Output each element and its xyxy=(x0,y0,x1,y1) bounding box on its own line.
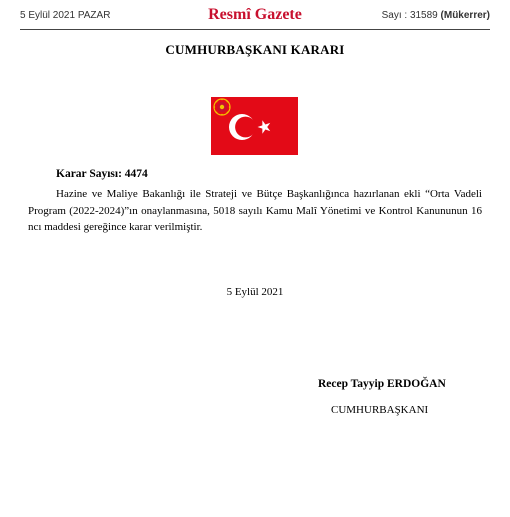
decision-number: Karar Sayısı: 4474 xyxy=(56,168,148,180)
signer-name: Recep Tayyip ERDOĞAN xyxy=(318,378,446,390)
decision-date: 5 Eylül 2021 xyxy=(226,286,284,298)
issue-prefix: Sayı : 31589 xyxy=(381,10,441,21)
crescent-inner xyxy=(235,117,256,138)
header-date: 5 Eylül 2021 PAZAR xyxy=(20,10,111,21)
document-title: CUMHURBAŞKANI KARARI xyxy=(165,42,345,57)
gazette-header xyxy=(0,0,510,30)
header-rule xyxy=(20,29,490,30)
decision-body-text: Hazine ve Maliye Bakanlığı ile Strateji ve Bütçe Başkanlığınca hazırlanan ekli “Orta Vadeli Program (2022-2024)”ın onaylanmasına, 5018 sayılı Kamu Malî Yönetimi ve Kontrol Kanununun 16 ncı maddesi gereğince karar verilmiştir. xyxy=(28,188,482,233)
decision-body xyxy=(28,186,482,236)
presidential-flag-icon xyxy=(211,97,298,155)
gazette-name: Resmî Gazete xyxy=(208,6,302,23)
signer-title: CUMHURBAŞKANI xyxy=(331,404,429,416)
issue-number xyxy=(382,10,490,21)
issue-suffix: (Mükerrer) xyxy=(440,10,490,21)
